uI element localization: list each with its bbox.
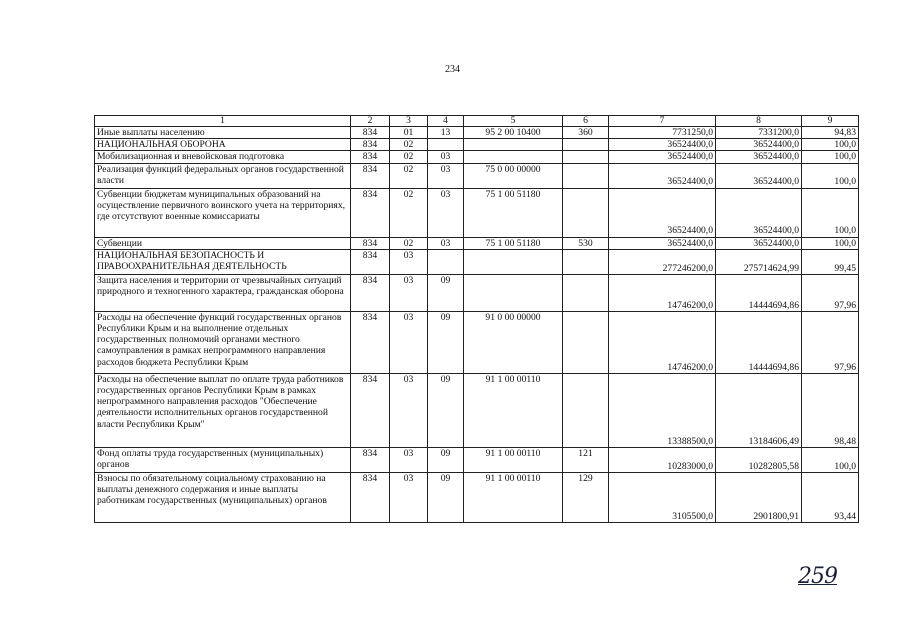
cell-target-article bbox=[464, 274, 563, 311]
row-name: Субвенции бюджетам муниципальных образований на осуществление первичного воинского учета на территориях, где отсутствуют военные комиссариаты bbox=[95, 188, 351, 237]
cell-plan: 36524400,0 bbox=[609, 139, 716, 151]
cell-actual: 36524400,0 bbox=[716, 237, 802, 249]
cell-subsection: 09 bbox=[428, 447, 464, 472]
cell-expense-type: 121 bbox=[563, 447, 609, 472]
table-row bbox=[95, 249, 859, 274]
column-header: 7 bbox=[609, 116, 716, 127]
cell-target-article bbox=[464, 249, 563, 274]
cell-target-article bbox=[464, 139, 563, 151]
cell-target-article: 75 1 00 51180 bbox=[464, 188, 563, 237]
cell-actual: 36524400,0 bbox=[716, 188, 802, 237]
cell-section: 03 bbox=[390, 373, 428, 447]
cell-subsection: 09 bbox=[428, 373, 464, 447]
table-header-row bbox=[95, 116, 859, 127]
cell-subsection bbox=[428, 139, 464, 151]
column-header: 4 bbox=[428, 116, 464, 127]
table-row bbox=[95, 139, 859, 151]
budget-table bbox=[94, 115, 859, 523]
table-row bbox=[95, 151, 859, 163]
cell-expense-type bbox=[563, 373, 609, 447]
row-name: Субвенции bbox=[95, 237, 351, 249]
cell-section: 02 bbox=[390, 188, 428, 237]
cell-target-article: 91 1 00 00110 bbox=[464, 447, 563, 472]
cell-expense-type: 530 bbox=[563, 237, 609, 249]
cell-percent: 100,0 bbox=[802, 139, 859, 151]
cell-actual: 13184606,49 bbox=[716, 373, 802, 447]
cell-percent: 100,0 bbox=[802, 237, 859, 249]
cell-plan: 10283000,0 bbox=[609, 447, 716, 472]
cell-target-article: 91 0 00 00000 bbox=[464, 311, 563, 373]
cell-target-article: 91 1 00 00110 bbox=[464, 472, 563, 522]
cell-expense-type bbox=[563, 274, 609, 311]
cell-subsection: 13 bbox=[428, 127, 464, 139]
cell-expense-type: 360 bbox=[563, 127, 609, 139]
cell-percent: 93,44 bbox=[802, 472, 859, 522]
cell-ministry-code: 834 bbox=[351, 151, 390, 163]
row-name: Мобилизационная и вневойсковая подготовка bbox=[95, 151, 351, 163]
cell-ministry-code: 834 bbox=[351, 311, 390, 373]
cell-section: 03 bbox=[390, 472, 428, 522]
cell-subsection: 03 bbox=[428, 151, 464, 163]
row-name: НАЦИОНАЛЬНАЯ БЕЗОПАСНОСТЬ И ПРАВООХРАНИТЕЛЬНАЯ ДЕЯТЕЛЬНОСТЬ bbox=[95, 249, 351, 274]
table-row bbox=[95, 447, 859, 472]
cell-percent: 100,0 bbox=[802, 163, 859, 188]
table-row bbox=[95, 373, 859, 447]
page-number: 234 bbox=[445, 64, 460, 75]
row-name: Расходы на обеспечение функций государственных органов Республики Крым и на выполнение отдельных государственных полномочий органами местного самоуправления в рамках непрограммного направления расходов бюджета Республики Крым bbox=[95, 311, 351, 373]
row-name: Реализация функций федеральных органов государственной власти bbox=[95, 163, 351, 188]
table-row bbox=[95, 188, 859, 237]
table-row bbox=[95, 127, 859, 139]
cell-ministry-code: 834 bbox=[351, 127, 390, 139]
cell-ministry-code: 834 bbox=[351, 188, 390, 237]
cell-plan: 14746200,0 bbox=[609, 274, 716, 311]
cell-actual: 36524400,0 bbox=[716, 151, 802, 163]
cell-expense-type bbox=[563, 163, 609, 188]
row-name: Фонд оплаты труда государственных (муниципальных) органов bbox=[95, 447, 351, 472]
cell-percent: 94,83 bbox=[802, 127, 859, 139]
cell-percent: 99,45 bbox=[802, 249, 859, 274]
cell-expense-type: 129 bbox=[563, 472, 609, 522]
cell-actual: 275714624,99 bbox=[716, 249, 802, 274]
cell-target-article bbox=[464, 151, 563, 163]
cell-section: 03 bbox=[390, 274, 428, 311]
table-row bbox=[95, 274, 859, 311]
cell-plan: 3105500,0 bbox=[609, 472, 716, 522]
cell-percent: 98,48 bbox=[802, 373, 859, 447]
cell-ministry-code: 834 bbox=[351, 163, 390, 188]
cell-actual: 36524400,0 bbox=[716, 163, 802, 188]
cell-expense-type bbox=[563, 188, 609, 237]
cell-actual: 10282805,58 bbox=[716, 447, 802, 472]
cell-plan: 36524400,0 bbox=[609, 151, 716, 163]
cell-plan: 277246200,0 bbox=[609, 249, 716, 274]
cell-actual: 14444694,86 bbox=[716, 274, 802, 311]
row-name: Защита населения и территории от чрезвычайных ситуаций природного и техногенного характера, гражданская оборона bbox=[95, 274, 351, 311]
cell-expense-type bbox=[563, 311, 609, 373]
cell-subsection: 09 bbox=[428, 311, 464, 373]
column-header: 8 bbox=[716, 116, 802, 127]
cell-ministry-code: 834 bbox=[351, 274, 390, 311]
cell-target-article: 95 2 00 10400 bbox=[464, 127, 563, 139]
cell-plan: 36524400,0 bbox=[609, 188, 716, 237]
cell-section: 03 bbox=[390, 311, 428, 373]
cell-target-article: 91 1 00 00110 bbox=[464, 373, 563, 447]
cell-section: 02 bbox=[390, 237, 428, 249]
cell-section: 02 bbox=[390, 139, 428, 151]
cell-ministry-code: 834 bbox=[351, 249, 390, 274]
cell-percent: 97,96 bbox=[802, 274, 859, 311]
cell-actual: 7331200,0 bbox=[716, 127, 802, 139]
cell-actual: 2901800,91 bbox=[716, 472, 802, 522]
row-name: Взносы по обязательному социальному страхованию на выплаты денежного содержания и иные выплаты работникам государственных (муниципальных) органов bbox=[95, 472, 351, 522]
row-name: Расходы на обеспечение выплат по оплате труда работников государственных органов Республики Крым в рамках непрограммного направления расходов "Обеспечение деятельности исполнительных органов государственной власти Республики Крым" bbox=[95, 373, 351, 447]
table-row bbox=[95, 237, 859, 249]
table-row bbox=[95, 472, 859, 522]
cell-ministry-code: 834 bbox=[351, 472, 390, 522]
row-name: НАЦИОНАЛЬНАЯ ОБОРОНА bbox=[95, 139, 351, 151]
cell-subsection: 03 bbox=[428, 188, 464, 237]
cell-section: 03 bbox=[390, 447, 428, 472]
cell-ministry-code: 834 bbox=[351, 373, 390, 447]
cell-target-article: 75 0 00 00000 bbox=[464, 163, 563, 188]
column-header: 2 bbox=[351, 116, 390, 127]
cell-section: 01 bbox=[390, 127, 428, 139]
cell-section: 02 bbox=[390, 163, 428, 188]
cell-plan: 13388500,0 bbox=[609, 373, 716, 447]
cell-expense-type bbox=[563, 139, 609, 151]
cell-percent: 100,0 bbox=[802, 151, 859, 163]
cell-ministry-code: 834 bbox=[351, 447, 390, 472]
cell-subsection bbox=[428, 249, 464, 274]
cell-expense-type bbox=[563, 249, 609, 274]
cell-section: 03 bbox=[390, 249, 428, 274]
column-header: 5 bbox=[464, 116, 563, 127]
cell-subsection: 09 bbox=[428, 472, 464, 522]
column-header: 3 bbox=[390, 116, 428, 127]
cell-actual: 36524400,0 bbox=[716, 139, 802, 151]
column-header: 9 bbox=[802, 116, 859, 127]
cell-plan: 36524400,0 bbox=[609, 163, 716, 188]
cell-plan: 36524400,0 bbox=[609, 237, 716, 249]
cell-plan: 14746200,0 bbox=[609, 311, 716, 373]
table-row bbox=[95, 311, 859, 373]
column-header: 6 bbox=[563, 116, 609, 127]
cell-percent: 97,96 bbox=[802, 311, 859, 373]
cell-percent: 100,0 bbox=[802, 188, 859, 237]
cell-section: 02 bbox=[390, 151, 428, 163]
cell-expense-type bbox=[563, 151, 609, 163]
cell-target-article: 75 1 00 51180 bbox=[464, 237, 563, 249]
cell-actual: 14444694,86 bbox=[716, 311, 802, 373]
cell-ministry-code: 834 bbox=[351, 139, 390, 151]
table-row bbox=[95, 163, 859, 188]
cell-subsection: 03 bbox=[428, 163, 464, 188]
handwritten-page-number: 259 bbox=[798, 564, 837, 589]
column-header: 1 bbox=[95, 116, 351, 127]
row-name: Иные выплаты населению bbox=[95, 127, 351, 139]
cell-subsection: 03 bbox=[428, 237, 464, 249]
cell-plan: 7731250,0 bbox=[609, 127, 716, 139]
cell-ministry-code: 834 bbox=[351, 237, 390, 249]
cell-percent: 100,0 bbox=[802, 447, 859, 472]
cell-subsection: 09 bbox=[428, 274, 464, 311]
